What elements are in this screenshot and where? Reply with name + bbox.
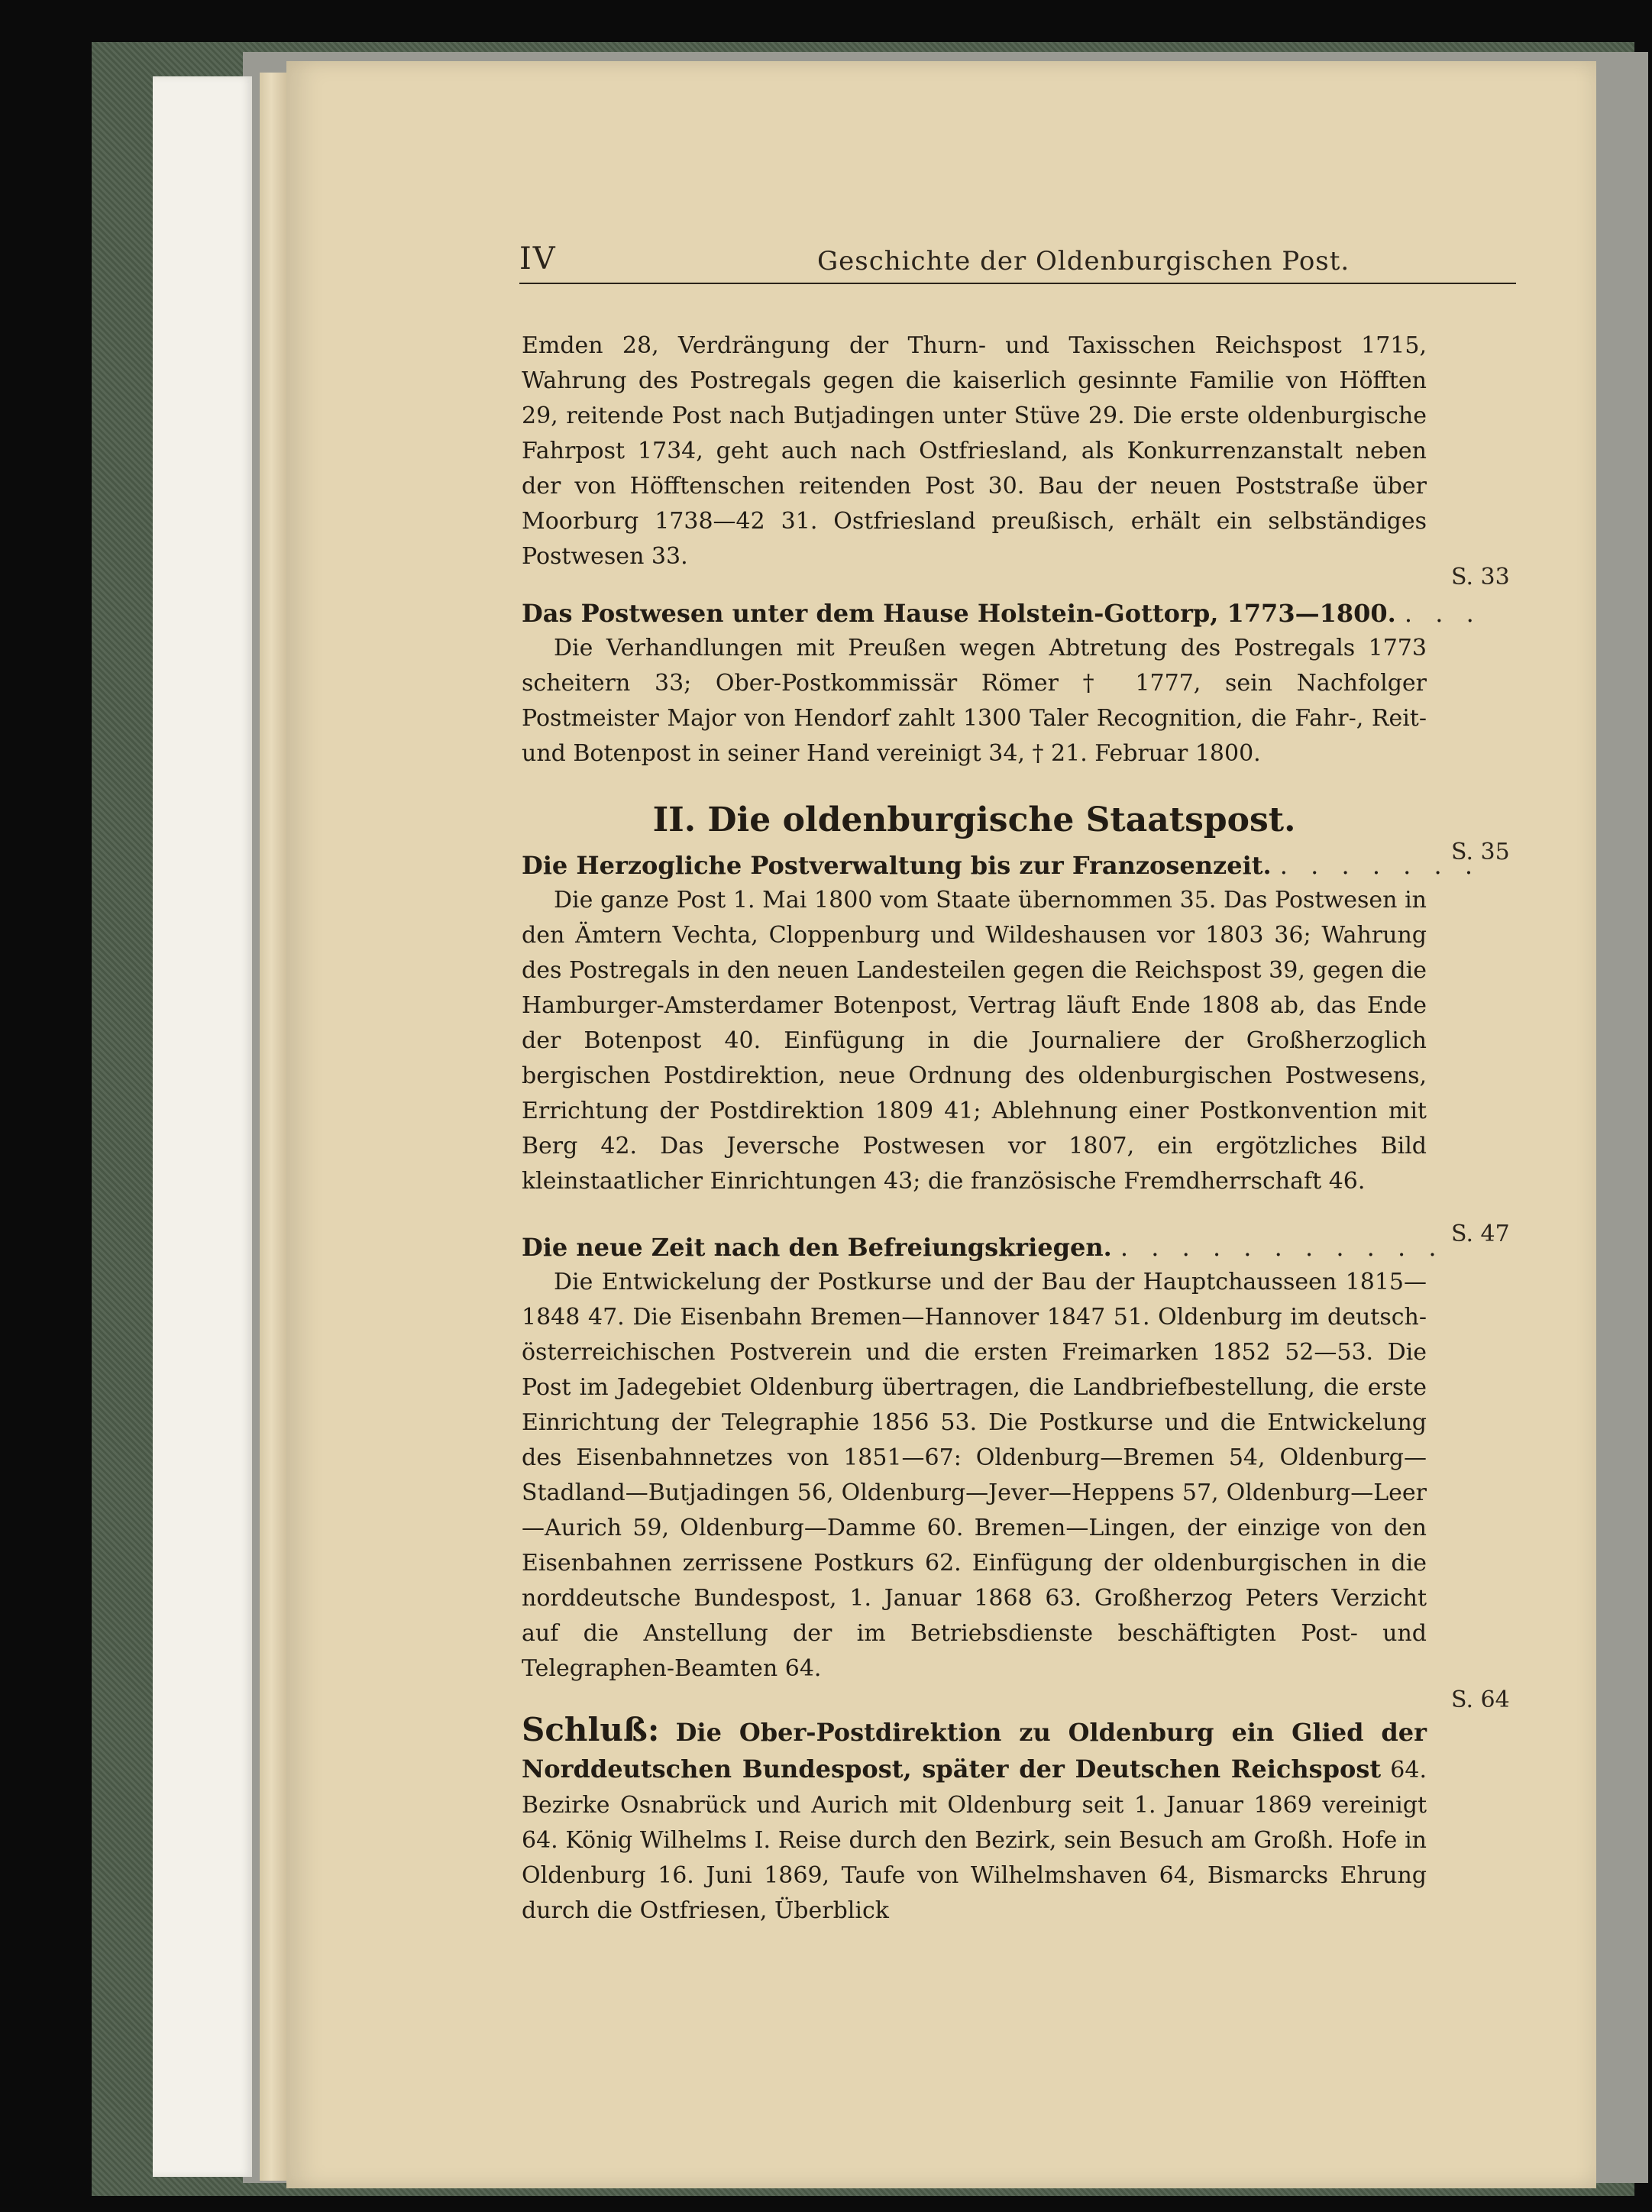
section-text-schluss: 64. Bezirke Osnabrück und Aurich mit Oldenburg seit 1. Januar 1869 vereinigt 64. König Wilhelms I. Reise durch den Bezirk, sein Besuch am Großh. Hofe in Oldenburg 16. Juni 1869, Taufe von Wilhelmshaven 64, Bismarcks Ehrung durch die Ostfriesen, Überblick (522, 1757, 1427, 1924)
section-text-herzoglich: Die ganze Post 1. Mai 1800 vom Staate übernommen 35. Das Postwesen in den Ämtern Vechta, Cloppenburg und Wildeshausen vor 1803 36; Wahrung des Postregals in den neuen Landesteilen gegen die Reichspost 39, gegen die Hamburger-Amsterdamer Botenpost, Vertrag läuft Ende 1808 ab, das Ende der Botenpost 40. Einfügung in die Journaliere der Großherzoglich bergischen Postdirektion, neue Ordnung des oldenburgischen Postwesens, Errichtung der Postdirektion 1809 41; Ablehnung einer Postkonvention mit Berg 42. Das Jeversche Postwesen vor 1807, ein ergötzliches Bild kleinstaatlicher Einrichtungen 43; die französische Fremdherrschaft 46. (522, 887, 1427, 1195)
section-heading-holstein (522, 596, 1482, 631)
schluss-lead: Schluß: (522, 1711, 660, 1748)
section-text-holstein: Die Verhandlungen mit Preußen wegen Abtretung des Postregals 1773 scheitern 33; Ober-Postkommissär Römer † 1777, sein Nachfolger Postmeister Major von Hendorf zahlt 1300 Taler Recognition, die Fahr-, Reit- und Botenpost in seiner Hand vereinigt 34, † 21. Februar 1800. (522, 635, 1427, 767)
pageref-holstein: S. 33 (1451, 564, 1510, 590)
flyleaf (153, 76, 252, 2177)
section-schluss (522, 1712, 1427, 1929)
pageref-herzoglich: S. 35 (1451, 839, 1510, 865)
intro-paragraph: Emden 28, Verdrängung der Thurn- und Taxisschen Reichspost 1715, Wahrung des Postregals gegen die kaiserlich gesinnte Familie von Höfften 29, reitende Post nach Butjadingen unter Stüve 29. Die erste oldenburgische Fahrpost 1734, geht auch nach Ostfriesland, als Konkurrenzanstalt neben der von Höfftenschen reitenden Post 30. Bau der neuen Poststraße über Moorburg 1738—42 31. Ostfriesland preußisch, erhält ein selbständiges Postwesen 33. (522, 332, 1427, 570)
page-header (519, 243, 1516, 284)
page-number: IV (519, 241, 557, 276)
pageref-schluss: S. 64 (1451, 1686, 1510, 1713)
page-edge (260, 73, 289, 2181)
leader-dots: . . . . . . . . . . . (1120, 1233, 1444, 1262)
section-title: Die neue Zeit nach den Befreiungskriegen. (522, 1233, 1112, 1262)
running-title: Geschichte der Oldenburgischen Post. (817, 246, 1350, 276)
section-title: Die Herzogliche Postverwaltung bis zur Franzosenzeit. (522, 851, 1272, 880)
section-title: Das Postwesen unter dem Hause Holstein-Gottorp, 1773—1800. (522, 599, 1396, 628)
section-heading-herzoglich (522, 848, 1481, 883)
section-heading-neue-zeit (522, 1230, 1444, 1265)
section-text-neue-zeit: Die Entwickelung der Postkurse und der Bau der Hauptchausseen 1815—1848 47. Die Eisenbahn Bremen—Hannover 1847 51. Oldenburg im deutsch-österreichischen Postverein und die ersten Freimarken 1852 52—53. Die Post im Jadegebiet Oldenburg übertragen, die Landbriefbestellung, die erste Einrichtung der Telegraphie 1856 53. Die Postkurse und die Entwickelung des Eisenbahnnetzes von 1851—67: Oldenburg—Bremen 54, Oldenburg—Stadland—Butjadingen 56, Oldenburg—Jever—Heppens 57, Oldenburg—Leer—Aurich 59, Oldenburg—Damme 60. Bremen—Lingen, der einzige von den Eisenbahnen zerrissene Postkurs 62. Einfügung der oldenburgischen in die norddeutsche Bundespost, 1. Januar 1868 63. Großherzog Peters Verzicht auf die Anstellung der im Betriebsdienste beschäftigten Post- und Telegraphen-Beamten 64. (522, 1269, 1427, 1682)
section-title: Die Ober-Postdirektion zu Oldenburg ein Glied der Norddeutschen Bundespost, später der Deutschen Reichspost (522, 1718, 1427, 1784)
leader-dots: . . . (1404, 599, 1482, 628)
leader-dots: . . . . . . . (1279, 851, 1481, 880)
pageref-neue-zeit: S. 47 (1451, 1221, 1510, 1247)
chapter-heading: II. Die oldenburgische Staatspost. (652, 800, 1296, 839)
